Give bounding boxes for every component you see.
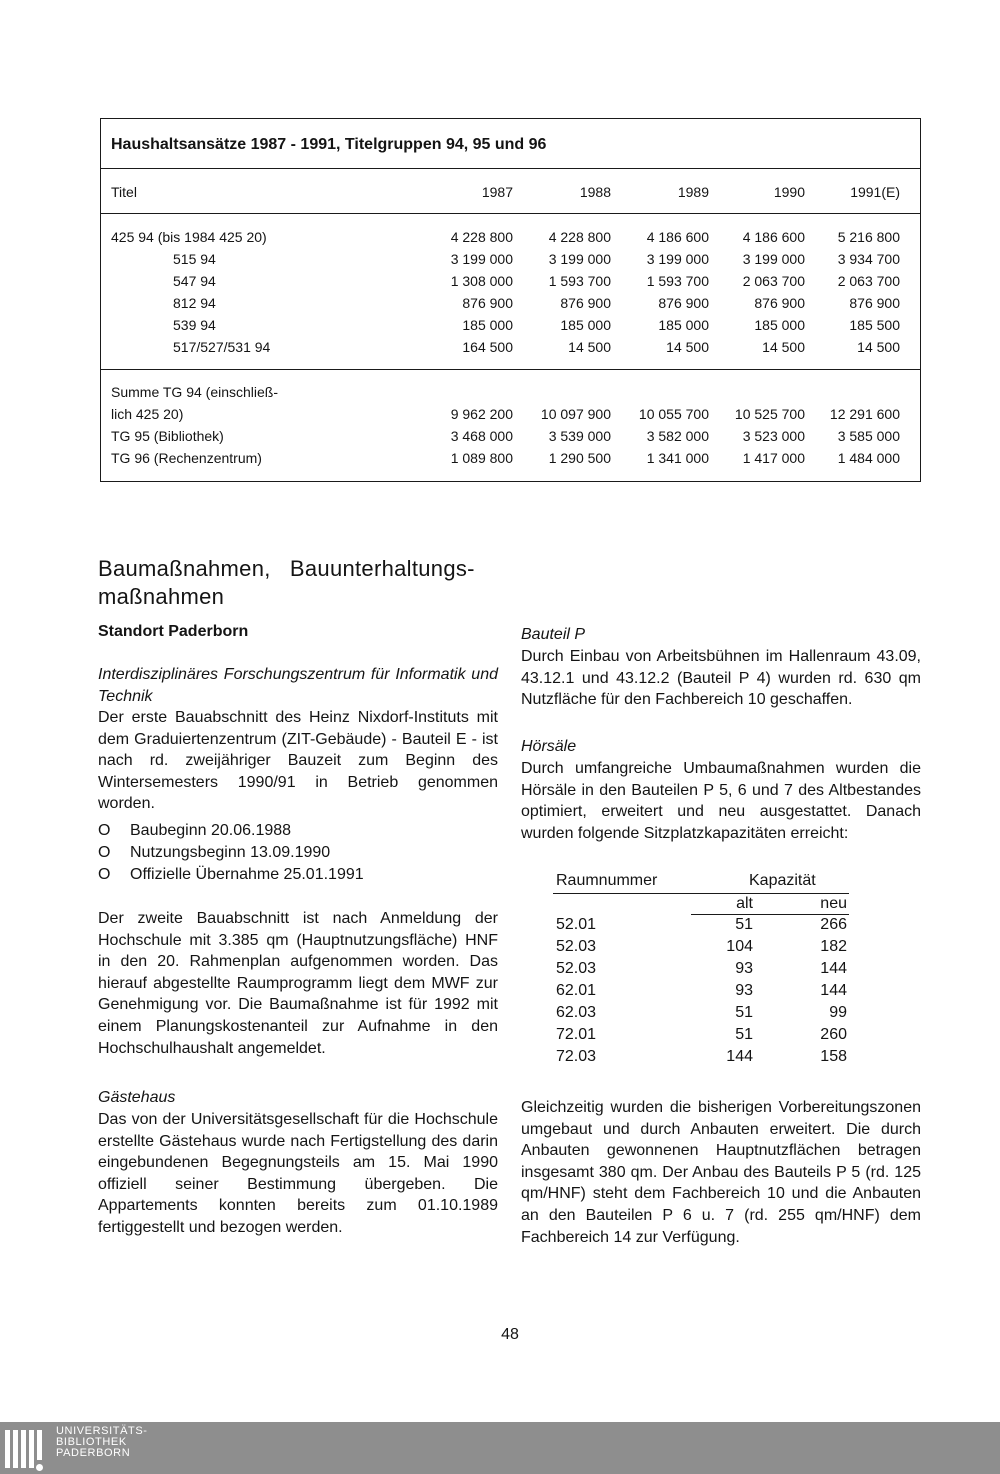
cell: 1 308 000 — [450, 273, 513, 289]
column-header-year: 1990 — [773, 184, 805, 200]
section-title — [98, 555, 518, 611]
cell: 4 228 800 — [450, 229, 513, 245]
bullet-icon: O — [98, 866, 111, 883]
subsection-title: Gästehaus — [98, 1089, 176, 1106]
divider — [101, 168, 920, 169]
table-row — [101, 336, 920, 358]
paragraph: Durch Einbau von Arbeitsbühnen im Hallenraum 43.09, 43.12.1 und 43.12.2 (Bauteil P 4) wurden rd. 630 qm Nutzfläche für den Fachbereich 10 geschaffen. — [521, 648, 921, 709]
old-capacity-cell: 51 — [735, 1026, 753, 1043]
room-cell: 62.03 — [556, 1004, 597, 1021]
table-row — [101, 403, 920, 425]
cell: 4 186 600 — [742, 229, 805, 245]
new-capacity-cell: 99 — [829, 1004, 847, 1021]
divider — [101, 213, 920, 214]
row-label: TG 95 (Bibliothek) — [111, 428, 224, 444]
column-header-year: 1988 — [579, 184, 611, 200]
cell: 1 593 700 — [548, 273, 611, 289]
column-header-year: 1989 — [677, 184, 709, 200]
cell: 3 199 000 — [450, 251, 513, 267]
milestone-list — [98, 820, 498, 886]
row-label: Summe TG 94 (einschließ- — [111, 384, 279, 400]
cell: 3 582 000 — [646, 428, 709, 444]
cell: 2 063 700 — [837, 273, 900, 289]
column-header-capacity: Kapazität — [749, 872, 816, 889]
cell: 3 199 000 — [646, 251, 709, 267]
budget-table — [100, 118, 921, 482]
cell: 10 525 700 — [734, 406, 805, 422]
cell: 185 500 — [849, 317, 900, 333]
cell: 185 000 — [754, 317, 805, 333]
new-capacity-cell: 260 — [820, 1026, 847, 1043]
cell: 3 585 000 — [837, 428, 900, 444]
bullet-icon: O — [98, 844, 111, 861]
cell: 10 097 900 — [540, 406, 611, 422]
library-name-line: UNIVERSITÄTS- — [56, 1425, 148, 1437]
paragraph: Durch umfangreiche Umbaumaßnahmen wurden die Hörsäle in den Bauteilen P 5, 6 und 7 des Altbestandes optimiert, erweitert und neu ausgestattet. Danach wurden folgende Sitzplatzkapazitäten erreicht: — [521, 760, 921, 842]
room-cell: 72.03 — [556, 1048, 597, 1065]
row-label: 515 94 — [173, 251, 216, 267]
cell: 3 199 000 — [548, 251, 611, 267]
cell: 14 500 — [857, 339, 900, 355]
list-item-text: Baubeginn 20.06.1988 — [130, 822, 292, 839]
table-row — [101, 248, 920, 270]
table-row — [101, 447, 920, 469]
cell: 14 500 — [568, 339, 611, 355]
list-item-text: Nutzungsbeginn 13.09.1990 — [130, 844, 331, 861]
table-row — [101, 270, 920, 292]
row-label: 539 94 — [173, 317, 216, 333]
row-label: lich 425 20) — [111, 406, 184, 422]
paragraph: Gleichzeitig wurden die bisherigen Vorbereitungszonen umgebaut und durch Anbauten erweitert. Die durch Anbauten gewonnenen Hauptnutzflächen betragen insgesamt 380 qm. Der Anbau des Bauteils P 5 (rd. 125 qm/HNF) steht dem Fachbereich 10 und die Anbauten an den Bauteilen P 6 u. 7 (rd. 255 qm/HNF) dem Fachbereich 14 zur Verfügung. — [521, 1099, 921, 1246]
budget-header-row — [101, 181, 920, 203]
list-item-text: Offizielle Übernahme 25.01.1991 — [130, 866, 364, 883]
subsection-title: Interdisziplinäres Forschungszentrum für Informatik und Technik — [98, 666, 498, 705]
cell: 876 900 — [658, 295, 709, 311]
cell: 876 900 — [849, 295, 900, 311]
cell: 12 291 600 — [829, 406, 900, 422]
row-label: 425 94 (bis 1984 425 20) — [111, 229, 267, 245]
new-capacity-cell: 182 — [820, 938, 847, 955]
cell: 10 055 700 — [638, 406, 709, 422]
column-header-title: Titel — [111, 184, 137, 200]
old-capacity-cell: 93 — [735, 982, 753, 999]
subsection-title: Hörsäle — [521, 738, 577, 755]
row-label: TG 96 (Rechenzentrum) — [111, 450, 262, 466]
cell: 3 523 000 — [742, 428, 805, 444]
new-capacity-cell: 266 — [820, 916, 847, 933]
cell: 1 290 500 — [548, 450, 611, 466]
cell: 4 228 800 — [548, 229, 611, 245]
room-cell: 62.01 — [556, 982, 597, 999]
cell: 2 063 700 — [742, 273, 805, 289]
library-footer — [0, 1422, 1000, 1474]
paragraph: Der zweite Bauabschnitt ist nach Anmeldung der Hochschule mit 3.385 qm (Hauptnutzungsfläche) HNF in den 20. Rahmenplan aufgenommen worden. Das hierauf abgestellte Raumprogramm liegt dem MWF zur Genehmigung vor. Die Baumaßnahme ist für 1992 mit einem Planungskostenanteil zur Aufnahme in den Hochschulhaushalt angemeldet. — [98, 910, 498, 1057]
divider — [101, 369, 920, 370]
budget-table-title: Haushaltsansätze 1987 - 1991, Titelgruppen 94, 95 und 96 — [111, 136, 547, 153]
location-heading: Standort Paderborn — [98, 623, 249, 640]
divider — [553, 893, 849, 894]
list-item — [98, 820, 498, 842]
new-capacity-cell: 144 — [820, 960, 847, 977]
cell: 876 900 — [462, 295, 513, 311]
column-header-room: Raumnummer — [556, 872, 658, 889]
column-header-year: 1987 — [481, 184, 513, 200]
old-capacity-cell: 51 — [735, 916, 753, 933]
room-cell: 52.03 — [556, 938, 597, 955]
table-row — [101, 381, 920, 403]
row-label: 812 94 — [173, 295, 216, 311]
list-item — [98, 842, 498, 864]
paragraph: Das von der Universitätsgesellschaft für die Hochschule erstellte Gästehaus wurde nach Fertigstellung des darin eingebundenen Begegnungsteils am 15. Mai 1990 offiziell seiner Bestimmung übergeben. Die Appartements konnten bereits zum 01.10.1989 fertiggestellt und bezogen werden. — [98, 1111, 498, 1236]
old-capacity-cell: 144 — [726, 1048, 753, 1065]
table-row — [101, 425, 920, 447]
cell: 1 484 000 — [837, 450, 900, 466]
cell: 876 900 — [560, 295, 611, 311]
cell: 1 341 000 — [646, 450, 709, 466]
room-cell: 72.01 — [556, 1026, 597, 1043]
cell: 185 000 — [658, 317, 709, 333]
old-capacity-cell: 51 — [735, 1004, 753, 1021]
row-label: 547 94 — [173, 273, 216, 289]
column-header-year: 1991(E) — [850, 184, 900, 200]
cell: 3 934 700 — [837, 251, 900, 267]
cell: 9 962 200 — [450, 406, 513, 422]
table-row — [101, 226, 920, 248]
cell: 4 186 600 — [646, 229, 709, 245]
cell: 3 199 000 — [742, 251, 805, 267]
old-capacity-cell: 93 — [735, 960, 753, 977]
section-title-line: maßnahmen — [98, 584, 225, 609]
cell: 185 000 — [462, 317, 513, 333]
cell: 14 500 — [666, 339, 709, 355]
cell: 1 089 800 — [450, 450, 513, 466]
cell: 14 500 — [762, 339, 805, 355]
paragraph: Der erste Bauabschnitt des Heinz Nixdorf-Instituts mit dem Graduiertenzentrum (ZIT-Gebäude) - Bauteil E - ist nach rd. zweijähriger Bauzeit zum Beginn des Wintersemesters 1990/91 in Betrieb genommen worden. — [98, 709, 498, 813]
cell: 1 593 700 — [646, 273, 709, 289]
subsection-title: Bauteil P — [521, 626, 586, 643]
row-label: 517/527/531 94 — [173, 339, 271, 355]
room-cell: 52.01 — [556, 916, 597, 933]
table-row — [101, 292, 920, 314]
table-row — [101, 314, 920, 336]
old-capacity-cell: 104 — [726, 938, 753, 955]
new-capacity-cell: 158 — [820, 1048, 847, 1065]
column-header-new: neu — [820, 895, 847, 912]
section-title-line: Baumaßnahmen, Bauunterhaltungs- — [98, 556, 475, 581]
cell: 5 216 800 — [837, 229, 900, 245]
list-item — [98, 864, 498, 886]
cell: 876 900 — [754, 295, 805, 311]
library-name-line: BIBLIOTHEK — [56, 1436, 127, 1448]
column-header-old: alt — [736, 895, 753, 912]
cell: 3 539 000 — [548, 428, 611, 444]
divider — [691, 914, 849, 915]
cell: 164 500 — [462, 339, 513, 355]
cell: 3 468 000 — [450, 428, 513, 444]
room-cell: 52.03 — [556, 960, 597, 977]
new-capacity-cell: 144 — [820, 982, 847, 999]
cell: 185 000 — [560, 317, 611, 333]
cell: 1 417 000 — [742, 450, 805, 466]
bullet-icon: O — [98, 822, 111, 839]
library-name-line: PADERBORN — [56, 1447, 131, 1459]
page-number: 48 — [501, 1326, 519, 1343]
